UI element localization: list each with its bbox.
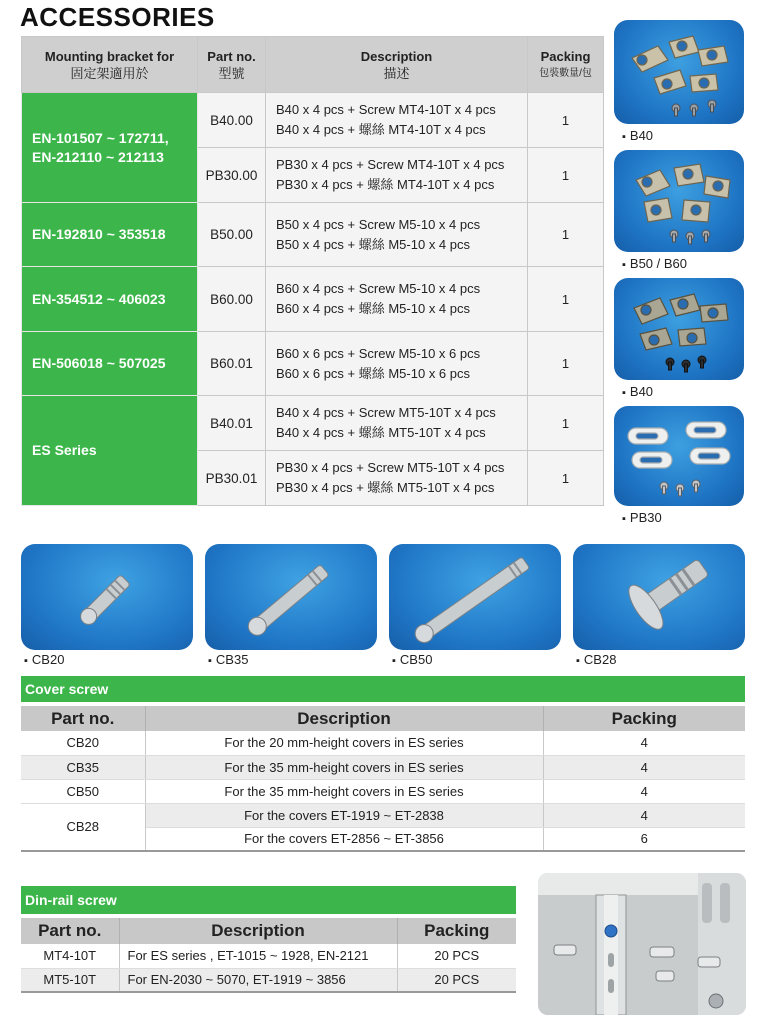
cover-screw-section-title: Cover screw bbox=[21, 676, 745, 702]
din-rail-screw-table bbox=[21, 918, 516, 993]
bracket-pb30-photo bbox=[614, 406, 744, 506]
group-label: EN-506018 ~ 507025 bbox=[22, 332, 198, 396]
description bbox=[266, 332, 528, 396]
description-en: B40 x 4 pcs + Screw MT5-10T x 4 pcs bbox=[276, 405, 496, 420]
table-header-row bbox=[21, 918, 516, 944]
description-zh: PB30 x 4 pcs + 螺絲 MT4-10T x 4 pcs bbox=[276, 177, 495, 192]
packing: 4 bbox=[543, 755, 745, 779]
description bbox=[266, 148, 528, 203]
packing: 4 bbox=[543, 731, 745, 755]
packing: 4 bbox=[543, 803, 745, 827]
group-label: EN-192810 ~ 353518 bbox=[22, 203, 198, 267]
bracket-b40-photo bbox=[614, 278, 744, 380]
bracket-b40-photo bbox=[614, 20, 744, 124]
table-header-row bbox=[21, 706, 745, 731]
description-en: PB30 x 4 pcs + Screw MT5-10T x 4 pcs bbox=[276, 460, 505, 475]
table-row bbox=[21, 779, 745, 803]
part-no: B60.01 bbox=[198, 332, 266, 396]
header-part-zh: 型號 bbox=[218, 65, 245, 81]
header-desc-en: Description bbox=[360, 48, 433, 64]
header-pack: Packing bbox=[397, 918, 516, 944]
cb50-photo bbox=[389, 544, 561, 650]
table-row bbox=[22, 332, 604, 396]
part-no: CB28 bbox=[21, 803, 145, 851]
part-no: PB30.00 bbox=[198, 148, 266, 203]
description-en: B60 x 4 pcs + Screw M5-10 x 4 pcs bbox=[276, 281, 481, 296]
description-zh: B60 x 6 pcs + 螺絲 M5-10 x 6 pcs bbox=[276, 365, 470, 381]
group-label: EN-354512 ~ 406023 bbox=[22, 267, 198, 332]
header-part: Part no. bbox=[21, 918, 119, 944]
description-en: B50 x 4 pcs + Screw M5-10 x 4 pcs bbox=[276, 216, 481, 232]
description bbox=[266, 451, 528, 506]
part-no: CB50 bbox=[21, 779, 145, 803]
group-label-line: EN-101507 ~ 172711, bbox=[32, 129, 169, 146]
cb28-photo bbox=[573, 544, 745, 650]
description: For ES series , ET-1015 ~ 1928, EN-2121 bbox=[119, 944, 397, 968]
packing: 1 bbox=[528, 93, 604, 148]
description bbox=[266, 203, 528, 267]
packing: 4 bbox=[543, 779, 745, 803]
table-row bbox=[21, 944, 516, 968]
header-pack-zh: 包裝數量/包 bbox=[539, 67, 592, 79]
description: For the 35 mm-height covers in ES series bbox=[145, 779, 543, 803]
part-no: B60.00 bbox=[198, 267, 266, 332]
part-no: CB35 bbox=[21, 755, 145, 779]
part-no: B40.00 bbox=[198, 93, 266, 148]
table-row bbox=[22, 267, 604, 332]
table-row bbox=[22, 203, 604, 267]
group-label: ES Series bbox=[22, 396, 198, 506]
description bbox=[266, 93, 528, 148]
header-desc: Description bbox=[145, 706, 543, 731]
description-en: PB30 x 4 pcs + Screw MT4-10T x 4 pcs bbox=[276, 157, 505, 172]
description-zh: PB30 x 4 pcs + 螺絲 MT5-10T x 4 pcs bbox=[276, 480, 495, 495]
header-desc: Description bbox=[119, 918, 397, 944]
description bbox=[266, 396, 528, 451]
din-rail-photo bbox=[538, 873, 746, 1015]
photo-caption: ▪ B40 bbox=[622, 384, 653, 399]
photo-caption: ▪ B40 bbox=[622, 128, 653, 143]
description-zh: B50 x 4 pcs + 螺絲 M5-10 x 4 pcs bbox=[276, 236, 470, 252]
description bbox=[266, 267, 528, 332]
table-row bbox=[21, 755, 745, 779]
packing: 1 bbox=[528, 267, 604, 332]
header-bracket bbox=[22, 37, 198, 93]
mounting-bracket-table bbox=[21, 36, 604, 506]
cb35-photo bbox=[205, 544, 377, 650]
description-zh: B40 x 4 pcs + 螺絲 MT5-10T x 4 pcs bbox=[276, 425, 486, 440]
packing: 1 bbox=[528, 203, 604, 267]
packing: 1 bbox=[528, 148, 604, 203]
packing: 1 bbox=[528, 396, 604, 451]
description: For the covers ET-1919 ~ ET-2838 bbox=[145, 803, 543, 827]
screw-caption: ▪ CB50 bbox=[392, 652, 432, 667]
din-rail-section-title: Din-rail screw bbox=[21, 886, 516, 914]
table-row bbox=[21, 803, 745, 827]
description-zh: B60 x 4 pcs + 螺絲 M5-10 x 4 pcs bbox=[276, 301, 470, 316]
part-no: CB20 bbox=[21, 731, 145, 755]
part-no: PB30.01 bbox=[198, 451, 266, 506]
table-row bbox=[22, 396, 604, 451]
packing: 1 bbox=[528, 451, 604, 506]
description: For the covers ET-2856 ~ ET-3856 bbox=[145, 827, 543, 851]
header-pack bbox=[528, 37, 604, 93]
bracket-b50-b60-photo bbox=[614, 150, 744, 252]
cb20-photo bbox=[21, 544, 193, 650]
part-no: MT5-10T bbox=[21, 968, 119, 992]
header-bracket-en: Mounting bracket for bbox=[44, 48, 175, 64]
photo-caption: ▪ B50 / B60 bbox=[622, 256, 687, 271]
header-pack-en: Packing bbox=[540, 48, 591, 64]
part-no: B40.01 bbox=[198, 396, 266, 451]
packing: 20 PCS bbox=[397, 944, 516, 968]
screw-caption: ▪ CB28 bbox=[576, 652, 616, 667]
header-pack: Packing bbox=[543, 706, 745, 731]
packing: 20 PCS bbox=[397, 968, 516, 992]
description: For the 20 mm-height covers in ES series bbox=[145, 731, 543, 755]
header-bracket-zh: 固定架適用於 bbox=[70, 65, 149, 81]
description-en: B40 x 4 pcs + Screw MT4-10T x 4 pcs bbox=[276, 102, 496, 117]
description: For the 35 mm-height covers in ES series bbox=[145, 755, 543, 779]
table-row bbox=[22, 93, 604, 148]
header-part bbox=[198, 37, 266, 93]
table-row bbox=[21, 968, 516, 992]
table-row bbox=[21, 731, 745, 755]
screw-caption: ▪ CB35 bbox=[208, 652, 248, 667]
part-no: MT4-10T bbox=[21, 944, 119, 968]
packing: 1 bbox=[528, 332, 604, 396]
cover-screw-table bbox=[21, 706, 745, 852]
table-header-row bbox=[22, 37, 604, 93]
packing: 6 bbox=[543, 827, 745, 851]
description-en: B60 x 6 pcs + Screw M5-10 x 6 pcs bbox=[276, 345, 481, 361]
screw-caption: ▪ CB20 bbox=[24, 652, 64, 667]
header-part: Part no. bbox=[21, 706, 145, 731]
header-desc bbox=[266, 37, 528, 93]
group-label-line: EN-212110 ~ 212113 bbox=[32, 148, 164, 165]
description: For EN-2030 ~ 5070, ET-1919 ~ 3856 bbox=[119, 968, 397, 992]
header-desc-zh: 描述 bbox=[383, 65, 410, 81]
header-part-en: Part no. bbox=[207, 48, 256, 64]
page-title: ACCESSORIES bbox=[20, 2, 215, 32]
group-label bbox=[22, 93, 198, 203]
photo-caption: ▪ PB30 bbox=[622, 510, 662, 525]
description-zh: B40 x 4 pcs + 螺絲 MT4-10T x 4 pcs bbox=[276, 122, 486, 137]
part-no: B50.00 bbox=[198, 203, 266, 267]
